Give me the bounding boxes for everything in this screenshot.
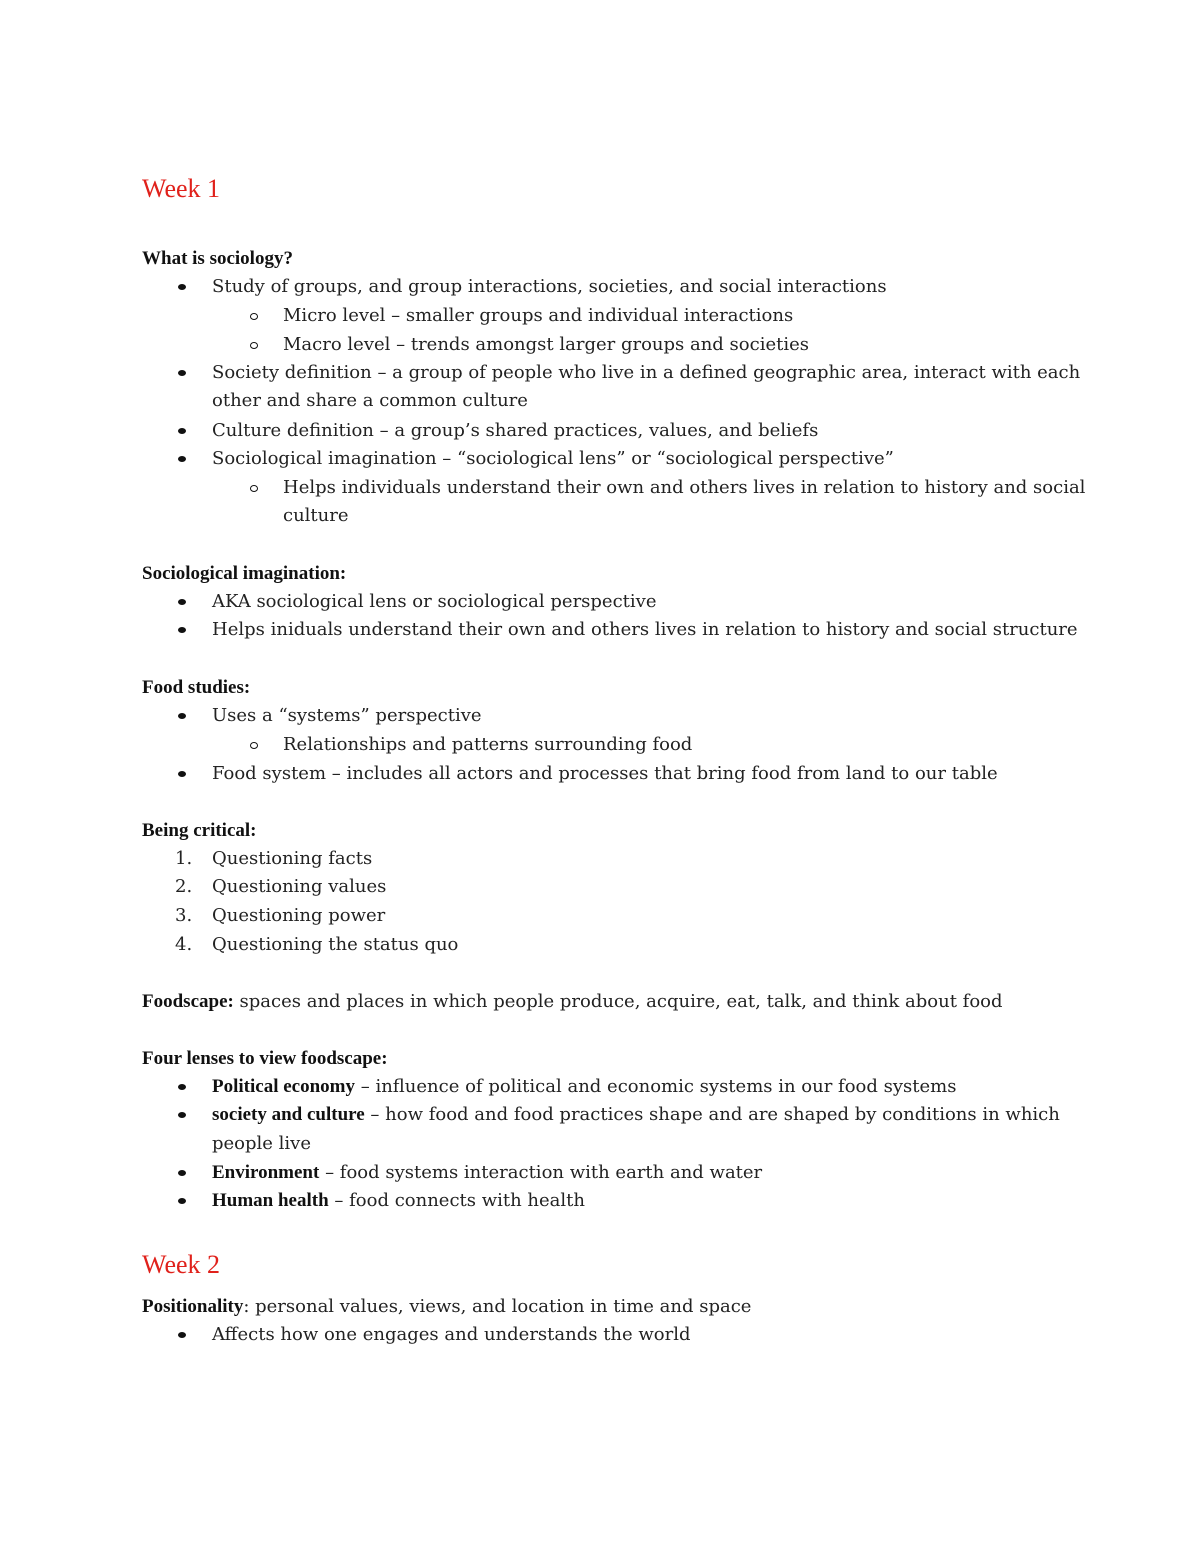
section-heading-sociological-imagination: Sociological imagination: [142, 563, 347, 584]
positionality-definition: Positionality: personal values, views, and location in time and space [142, 1296, 752, 1317]
numbered-item: 3. Questioning power [175, 905, 386, 926]
list-item: Environment – food systems interaction with earth and water [142, 1162, 762, 1184]
list-item: Affects how one engages and understands the world [142, 1324, 691, 1346]
list-item: society and culture – how food and food practices shape and are shaped by conditions in which [142, 1104, 1060, 1126]
foodscape-definition: Foodscape: spaces and places in which people produce, acquire, eat, talk, and think about food [142, 991, 1003, 1012]
list-item: Food system – includes all actors and processes that bring food from land to our table [142, 763, 998, 785]
list-item-continuation: people live [212, 1133, 311, 1154]
list-item: Study of groups, and group interactions, societies, and social interactions [142, 276, 887, 298]
numbered-item: 1. Questioning facts [175, 848, 373, 869]
section-heading-food-studies: Food studies: [142, 677, 251, 698]
list-item: Uses a “systems” perspective [142, 705, 482, 727]
list-item: AKA sociological lens or sociological perspective [142, 591, 656, 613]
numbered-item: 4. Questioning the status quo [175, 934, 459, 955]
week-2-heading: Week 2 [142, 1250, 221, 1279]
list-item: Culture definition – a group’s shared practices, values, and beliefs [142, 420, 818, 442]
numbered-item: 2. Questioning values [175, 876, 387, 897]
list-item-continuation: culture [283, 505, 349, 526]
list-item: Helps individuals understand their own and others lives in relation to history and social [142, 477, 1085, 499]
list-item: Sociological imagination – “sociological lens” or “sociological perspective” [142, 448, 894, 470]
list-item: Human health – food connects with health [142, 1190, 585, 1212]
list-item: Macro level – trends amongst larger groups and societies [142, 334, 809, 356]
list-item: Helps iniduals understand their own and others lives in relation to history and social structure [142, 619, 1078, 641]
section-heading-what-is-sociology: What is sociology? [142, 248, 293, 269]
list-item-continuation: other and share a common culture [212, 390, 528, 411]
section-heading-being-critical: Being critical: [142, 820, 257, 841]
section-heading-four-lenses: Four lenses to view foodscape: [142, 1048, 388, 1069]
list-item: Relationships and patterns surrounding food [142, 734, 692, 756]
list-item: Society definition – a group of people who live in a defined geographic area, interact with each [142, 362, 1080, 384]
list-item: Political economy – influence of political and economic systems in our food systems [142, 1076, 956, 1098]
list-item: Micro level – smaller groups and individual interactions [142, 305, 793, 327]
week-1-heading: Week 1 [142, 174, 221, 203]
